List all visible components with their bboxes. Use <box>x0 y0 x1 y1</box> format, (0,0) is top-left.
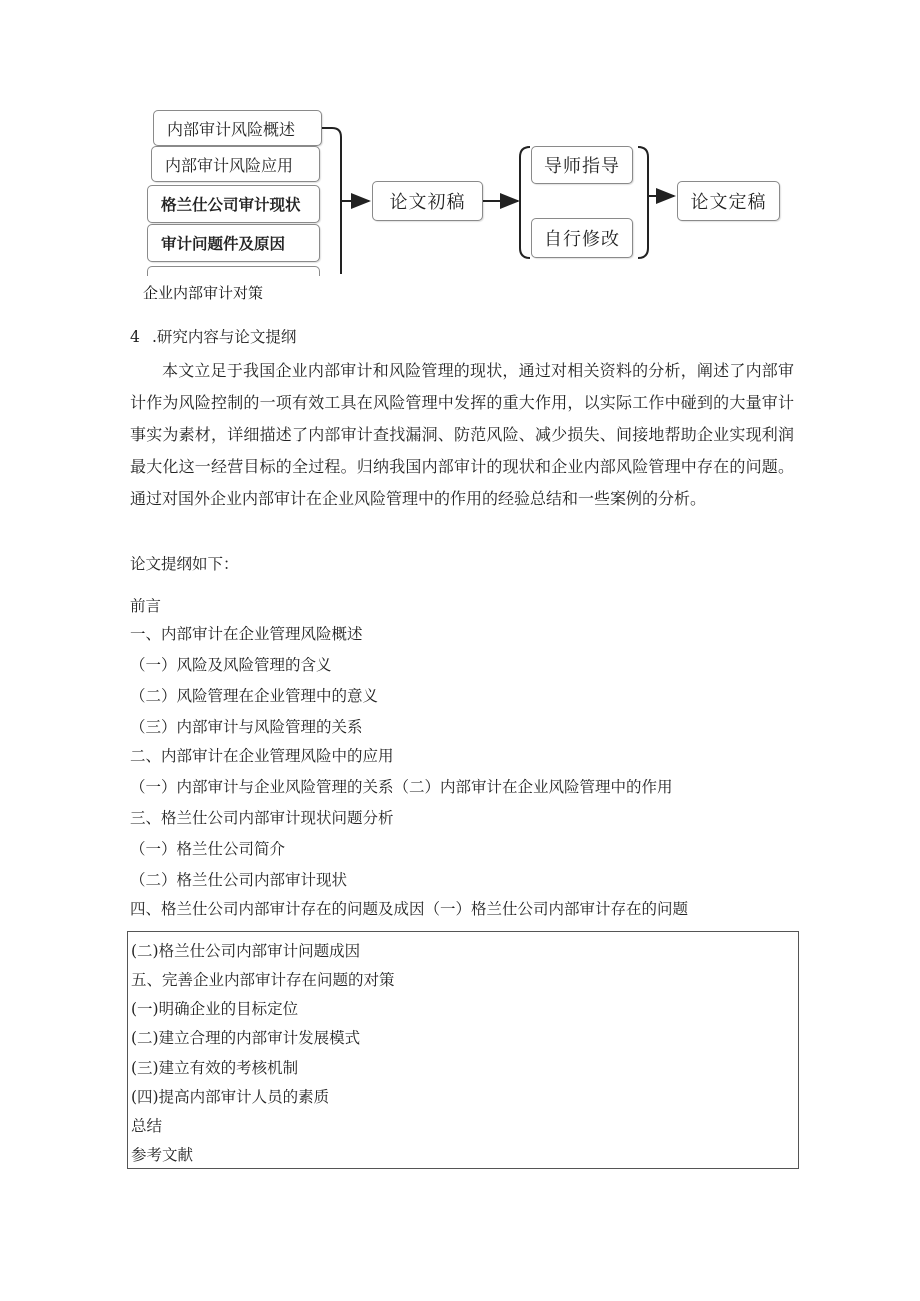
section-title: .研究内容与论文提纲 <box>152 328 297 346</box>
outline-item: 前言 <box>130 597 162 615</box>
box-audit-issues-causes: 审计问题件及原因 <box>147 224 320 262</box>
outline-item: （二）格兰仕公司内部审计现状 <box>130 871 348 889</box>
box-risk-overview: 内部审计风险概述 <box>153 110 322 146</box>
box-risk-application: 内部审计风险应用 <box>151 146 320 182</box>
outline-item: （一）内部审计与企业风险管理的关系（二）内部审计在企业风险管理中的作用 <box>130 778 673 796</box>
outline-item: 四、格兰仕公司内部审计存在的问题及成因（一）格兰仕公司内部审计存在的问题 <box>130 900 689 918</box>
box-company-audit-status: 格兰仕公司审计现状 <box>147 185 320 223</box>
left-bracket <box>322 128 341 274</box>
box-partial-cut <box>147 266 320 276</box>
outline-item: （三）内部审计与风险管理的关系 <box>130 718 363 736</box>
outline-box-item: (四)提高内部审计人员的素质 <box>131 1088 330 1106</box>
outline-box-item: (二)格兰仕公司内部审计问题成因 <box>131 942 361 960</box>
section-number: 4 <box>130 328 140 346</box>
outline-box-item: (一)明确企业的目标定位 <box>131 1000 299 1018</box>
outline-box <box>127 931 799 1169</box>
outline-item: 二、内部审计在企业管理风险中的应用 <box>130 747 394 765</box>
review-bracket-right <box>638 147 648 258</box>
flow-diagram <box>0 0 920 310</box>
review-bracket-left <box>520 147 530 258</box>
outline-intro: 论文提纲如下： <box>130 555 239 573</box>
outline-box-item: (二)建立合理的内部审计发展模式 <box>131 1029 361 1047</box>
outline-item: 三、格兰仕公司内部审计现状问题分析 <box>130 809 394 827</box>
outline-box-item: 参考文献 <box>131 1146 194 1164</box>
box-draft: 论文初稿 <box>372 181 483 221</box>
outline-box-item: (三)建立有效的考核机制 <box>131 1059 299 1077</box>
outline-item: 一、内部审计在企业管理风险概述 <box>130 625 363 643</box>
box-self-revision: 自行修改 <box>531 218 633 258</box>
section-paragraph: 本文立足于我国企业内部审计和风险管理的现状，通过对相关资料的分析，阐述了内部审计作为风险控制的一项有效工具在风险管理中发挥的重大作用，以实际工作中碰到的大量审计事实为素材，详细描述了内部审计查找漏洞、防范风险、减少损失、间接地帮助企业实现利润最大化这一经营目标的全过程。归纳我国内部审计的现状和企业内部风险管理中存在的问题。通过对国外企业内部审计在企业风险管理中的作用的经验总结和一些案例的分析。 <box>130 361 794 508</box>
diagram-caption: 企业内部审计对策 <box>143 284 264 302</box>
outline-item: （一）风险及风险管理的含义 <box>130 656 332 674</box>
box-advisor-guidance: 导师指导 <box>531 146 633 184</box>
diagram-connectors <box>0 0 920 310</box>
outline-item: （一）格兰仕公司简介 <box>130 840 286 858</box>
box-final: 论文定稿 <box>677 181 780 221</box>
outline-item: （二）风险管理在企业管理中的意义 <box>130 687 379 705</box>
outline-box-item: 总结 <box>131 1117 163 1135</box>
outline-box-item: 五、完善企业内部审计存在问题的对策 <box>131 971 395 989</box>
